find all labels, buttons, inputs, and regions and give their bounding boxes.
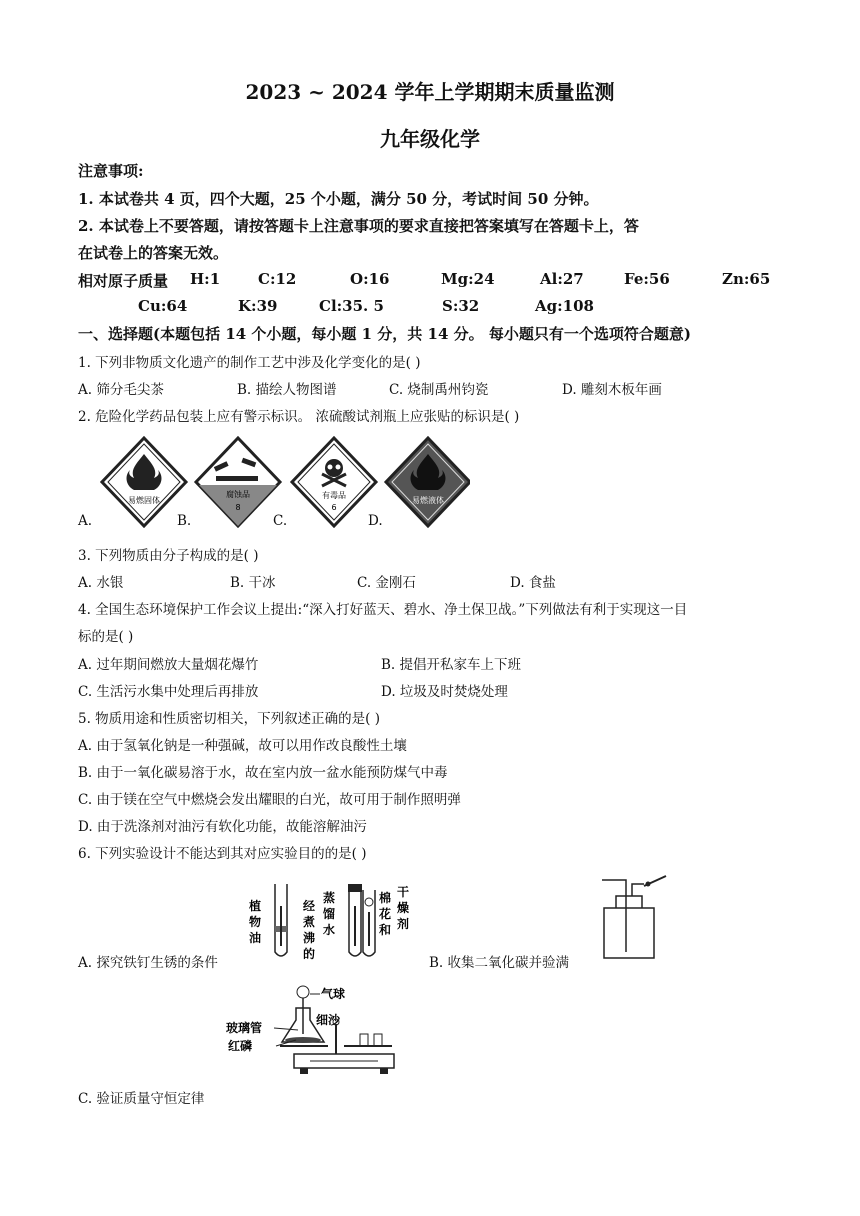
q1-option-a: A. 筛分毛尖茶 [78,382,164,398]
q1-option-d: D. 雕刻木板年画 [562,382,662,398]
exam-title: 2023 ~ 2024 学年上学期期末质量监测 [245,80,615,104]
exam-subtitle: 九年级化学 [380,127,480,151]
q6-option-a: A. 探究铁钉生锈的条件 [78,955,218,971]
flammable-liquid-sign-icon [386,438,470,526]
q2-option-d: D. [368,513,383,529]
svg-text:植: 植 [249,899,262,913]
svg-text:和: 和 [379,923,392,937]
svg-text:燥: 燥 [397,901,410,915]
notes-item-2-cont: 在试卷上的答案无效。 [78,244,229,262]
rust-experiment-figure [245,876,425,966]
sign-label: 易燃液体 [412,496,444,505]
atomic-mass: H:1 [190,270,221,288]
q5-option-b: B. 由于一氧化碳易溶于水，故在室内放一盆水能预防煤气中毒 [78,765,448,781]
corrosive-sign-icon [196,438,280,526]
svg-text:煮: 煮 [303,915,316,929]
atomic-mass: Al:27 [540,270,584,288]
svg-text:经: 经 [303,899,316,913]
q6-stem: 6. 下列实验设计不能达到其对应实验目的的是( ) [78,846,367,862]
atomic-mass: K:39 [238,297,278,315]
q5-option-c: C. 由于镁在空气中燃烧会发出耀眼的白光，故可用于制作照明弹 [78,792,461,808]
sign-label: 易燃固体 [128,496,160,505]
sign-number: 6 [331,503,337,512]
q4-option-d: D. 垃圾及时焚烧处理 [381,684,508,700]
mass-conservation-figure [224,984,414,1084]
svg-text:蒸: 蒸 [323,891,336,905]
q1-stem: 1. 下列非物质文化遗产的制作工艺中涉及化学变化的是( ) [78,355,421,371]
toxic-sign-icon [292,438,376,526]
svg-text:剂: 剂 [397,917,410,931]
sign-number: 8 [235,503,241,512]
q6-option-c: C. 验证质量守恒定律 [78,1091,205,1107]
atomic-mass-label: 相对原子质量 [78,272,169,290]
sign-label: 腐蚀品 [226,490,250,499]
q5-option-a: A. 由于氢氧化钠是一种强碱，故可以用作改良酸性土壤 [78,738,407,754]
q4-option-c: C. 生活污水集中处理后再排放 [78,684,259,700]
sign-label: 有毒品 [322,491,346,500]
q3-option-c: C. 金刚石 [357,575,416,591]
gas-bottle-figure [598,874,670,966]
atomic-mass: Ag:108 [535,297,594,315]
sand-label: 细沙 [316,1013,341,1027]
q2-stem: 2. 危险化学药品包装上应有警示标识。 浓硫酸试剂瓶上应张贴的标识是( ) [78,409,520,425]
svg-text:干: 干 [397,885,410,899]
atomic-mass: C:12 [258,270,297,288]
q1-option-c: C. 烧制禹州钧瓷 [389,382,489,398]
q3-option-b: B. 干冰 [230,575,276,591]
svg-text:水: 水 [323,923,336,937]
atomic-mass: Cu:64 [138,297,188,315]
atomic-mass: Mg:24 [441,270,495,288]
atomic-mass: Cl:35. 5 [319,297,384,315]
q4-stem-cont: 标的是( ) [78,629,134,645]
q2-option-a: A. [78,513,93,529]
svg-text:棉: 棉 [379,891,392,905]
q1-option-b: B. 描绘人物图谱 [237,382,337,398]
q3-stem: 3. 下列物质由分子构成的是( ) [78,548,259,564]
svg-text:花: 花 [379,907,392,921]
q4-option-a: A. 过年期间燃放大量烟花爆竹 [78,657,259,673]
atomic-mass: Zn:65 [722,270,771,288]
svg-text:沸: 沸 [303,931,316,945]
red-phosphorus-label: 红磷 [228,1039,253,1053]
q5-option-d: D. 由于洗涤剂对油污有软化功能，故能溶解油污 [78,819,367,835]
svg-text:油: 油 [249,931,262,945]
q3-option-a: A. 水银 [78,575,124,591]
balloon-label: 气球 [321,987,346,1001]
q4-option-b: B. 提倡开私家车上下班 [381,657,522,673]
notes-heading: 注意事项: [78,162,144,180]
glass-tube-label: 玻璃管 [226,1021,263,1035]
svg-text:馏: 馏 [323,907,336,921]
svg-text:物: 物 [249,915,262,929]
atomic-mass: O:16 [350,270,390,288]
section-heading: 一、选择题(本题包括 14 个小题，每小题 1 分，共 14 分。 每小题只有一个选项符合题意) [78,325,691,343]
q5-stem: 5. 物质用途和性质密切相关，下列叙述正确的是( ) [78,711,380,727]
svg-text:的: 的 [303,947,316,961]
q2-option-c: C. [273,513,288,529]
q2-option-b: B. [177,513,192,529]
q3-option-d: D. 食盐 [510,575,556,591]
flammable-solid-sign-icon [102,438,186,526]
notes-item-2: 2. 本试卷上不要答题，请按答题卡上注意事项的要求直接把答案填写在答题卡上，答 [78,217,639,235]
notes-item-1: 1. 本试卷共 4 页，四个大题，25 个小题，满分 50 分，考试时间 50 分钟。 [78,190,599,208]
q4-stem: 4. 全国生态环境保护工作会议上提出:“深入打好蓝天、碧水、净土保卫战。”下列做法有利于实现这一目 [78,602,688,618]
atomic-mass: S:32 [442,297,480,315]
q6-option-b: B. 收集二氧化碳并验满 [429,955,570,971]
atomic-mass: Fe:56 [624,270,670,288]
